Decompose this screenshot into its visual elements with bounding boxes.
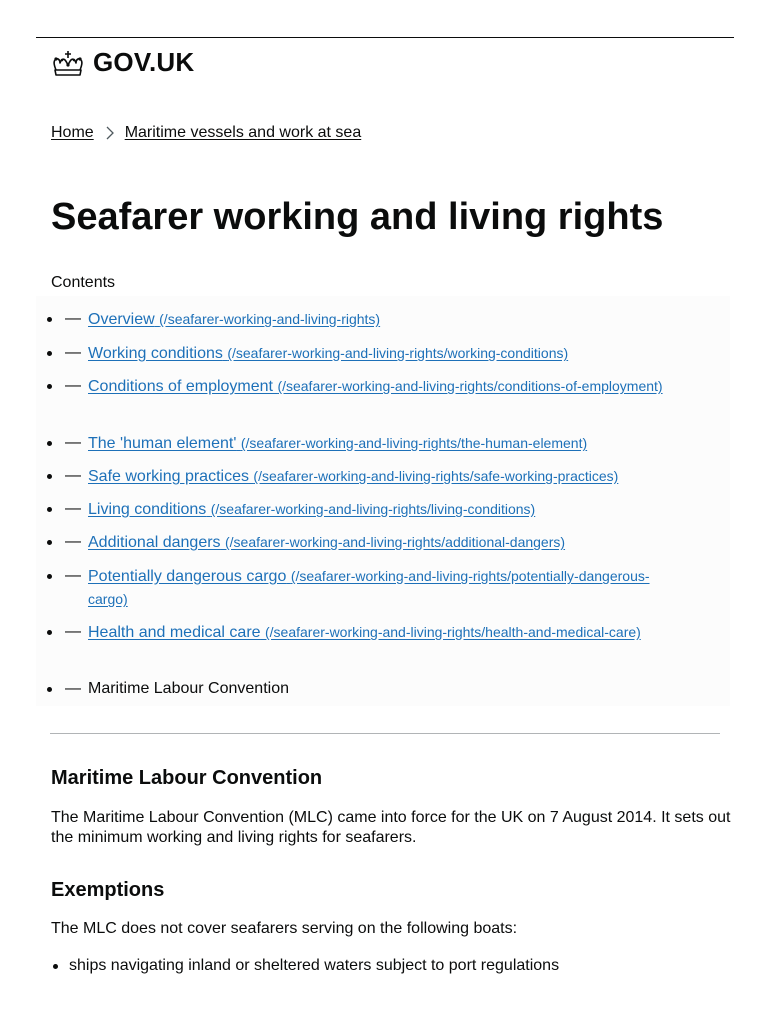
- contents-dash: —: [65, 377, 81, 394]
- bullet-icon: [47, 630, 52, 635]
- contents-link-label: Working conditions: [88, 345, 223, 362]
- contents-link-conditions-of-employment[interactable]: [88, 378, 663, 395]
- contents-dash: —: [65, 434, 81, 451]
- contents-link-label: Overview: [88, 311, 155, 328]
- section-heading-exemptions: Exemptions: [51, 879, 165, 901]
- contents-link-label: The 'human element': [88, 435, 237, 452]
- contents-link-label: Potentially dangerous cargo: [88, 568, 287, 585]
- bullet-icon: [47, 540, 52, 545]
- bullet-icon: [53, 964, 58, 969]
- bullet-icon: [47, 317, 52, 322]
- contents-dash: —: [65, 623, 81, 640]
- crown-icon: [50, 48, 86, 78]
- bullet-icon: [47, 574, 52, 579]
- breadcrumb: [51, 124, 361, 142]
- contents-link-living-conditions[interactable]: [88, 501, 535, 518]
- bullet-icon: [47, 474, 52, 479]
- contents-dash: —: [65, 467, 81, 484]
- contents-link-label: Conditions of employment: [88, 378, 273, 395]
- contents-link-human-element[interactable]: [88, 435, 587, 452]
- page-title: Seafarer working and living rights: [51, 196, 664, 238]
- bullet-icon: [47, 384, 52, 389]
- chevron-right-icon: [102, 124, 118, 142]
- contents-link-label: Living conditions: [88, 501, 207, 518]
- contents-link-label: Additional dangers: [88, 534, 221, 551]
- contents-link-label: Safe working practices: [88, 468, 249, 485]
- site-header: [36, 37, 734, 88]
- contents-link-url: (/seafarer-working-and-living-rights/the-human-element): [240, 435, 588, 451]
- contents-link-url: (/seafarer-working-and-living-rights/safe-working-practices): [253, 468, 619, 484]
- contents-link-url: (/seafarer-working-and-living-rights/living-conditions): [210, 501, 536, 517]
- contents-link-working-conditions[interactable]: [88, 345, 568, 362]
- contents-link-safe-working-practices[interactable]: [88, 468, 618, 485]
- section-paragraph-exemptions: The MLC does not cover seafarers serving on the following boats:: [51, 920, 518, 937]
- contents-link-url: (/seafarer-working-and-living-rights): [159, 311, 381, 327]
- govuk-logo-link[interactable]: [50, 47, 194, 78]
- contents-heading: Contents: [51, 274, 116, 291]
- contents-link-url: (/seafarer-working-and-living-rights/working-conditions): [227, 345, 569, 361]
- contents-dash: —: [65, 533, 81, 550]
- bullet-icon: [47, 687, 52, 692]
- exemptions-list: [51, 956, 731, 976]
- list-item-text: ships navigating inland or sheltered waters subject to port regulations: [69, 957, 560, 974]
- section-heading-maritime-labour-convention: Maritime Labour Convention: [51, 767, 323, 789]
- bullet-icon: [47, 441, 52, 446]
- section-divider: [50, 733, 720, 734]
- contents-dash: —: [65, 680, 81, 697]
- contents-dash: —: [65, 567, 81, 584]
- contents-link-url: (/seafarer-working-and-living-rights/additional-dangers): [225, 534, 566, 550]
- contents-link-additional-dangers[interactable]: [88, 534, 565, 551]
- contents-link-url: (/seafarer-working-and-living-rights/health-and-medical-care): [265, 624, 641, 640]
- contents-current-item: Maritime Labour Convention: [88, 680, 289, 697]
- breadcrumb-maritime-link[interactable]: Maritime vessels and work at sea: [124, 124, 362, 141]
- list-item: [51, 956, 731, 976]
- bullet-icon: [47, 351, 52, 356]
- contents-box: [36, 296, 730, 706]
- bullet-icon: [47, 507, 52, 512]
- contents-dash: —: [65, 500, 81, 517]
- contents-dash: —: [65, 310, 81, 327]
- contents-link-health-and-medical-care[interactable]: [88, 624, 641, 641]
- contents-link-potentially-dangerous-cargo[interactable]: [88, 568, 650, 608]
- section-paragraph-mlc: The Maritime Labour Convention (MLC) came into force for the UK on 7 August 2014. It sets out the minimum working and living rights for seafarers.: [51, 809, 731, 846]
- breadcrumb-home-link[interactable]: Home: [51, 124, 94, 141]
- contents-link-label: Health and medical care: [88, 624, 261, 641]
- contents-link-url: (/seafarer-working-and-living-rights/conditions-of-employment): [277, 378, 663, 394]
- contents-link-url: (/seafarer-working-and-living-rights/potentially-dangerous-cargo): [88, 568, 650, 607]
- contents-link-overview[interactable]: [88, 311, 380, 328]
- logo-text: GOV.UK: [93, 47, 195, 77]
- contents-dash: —: [65, 344, 81, 361]
